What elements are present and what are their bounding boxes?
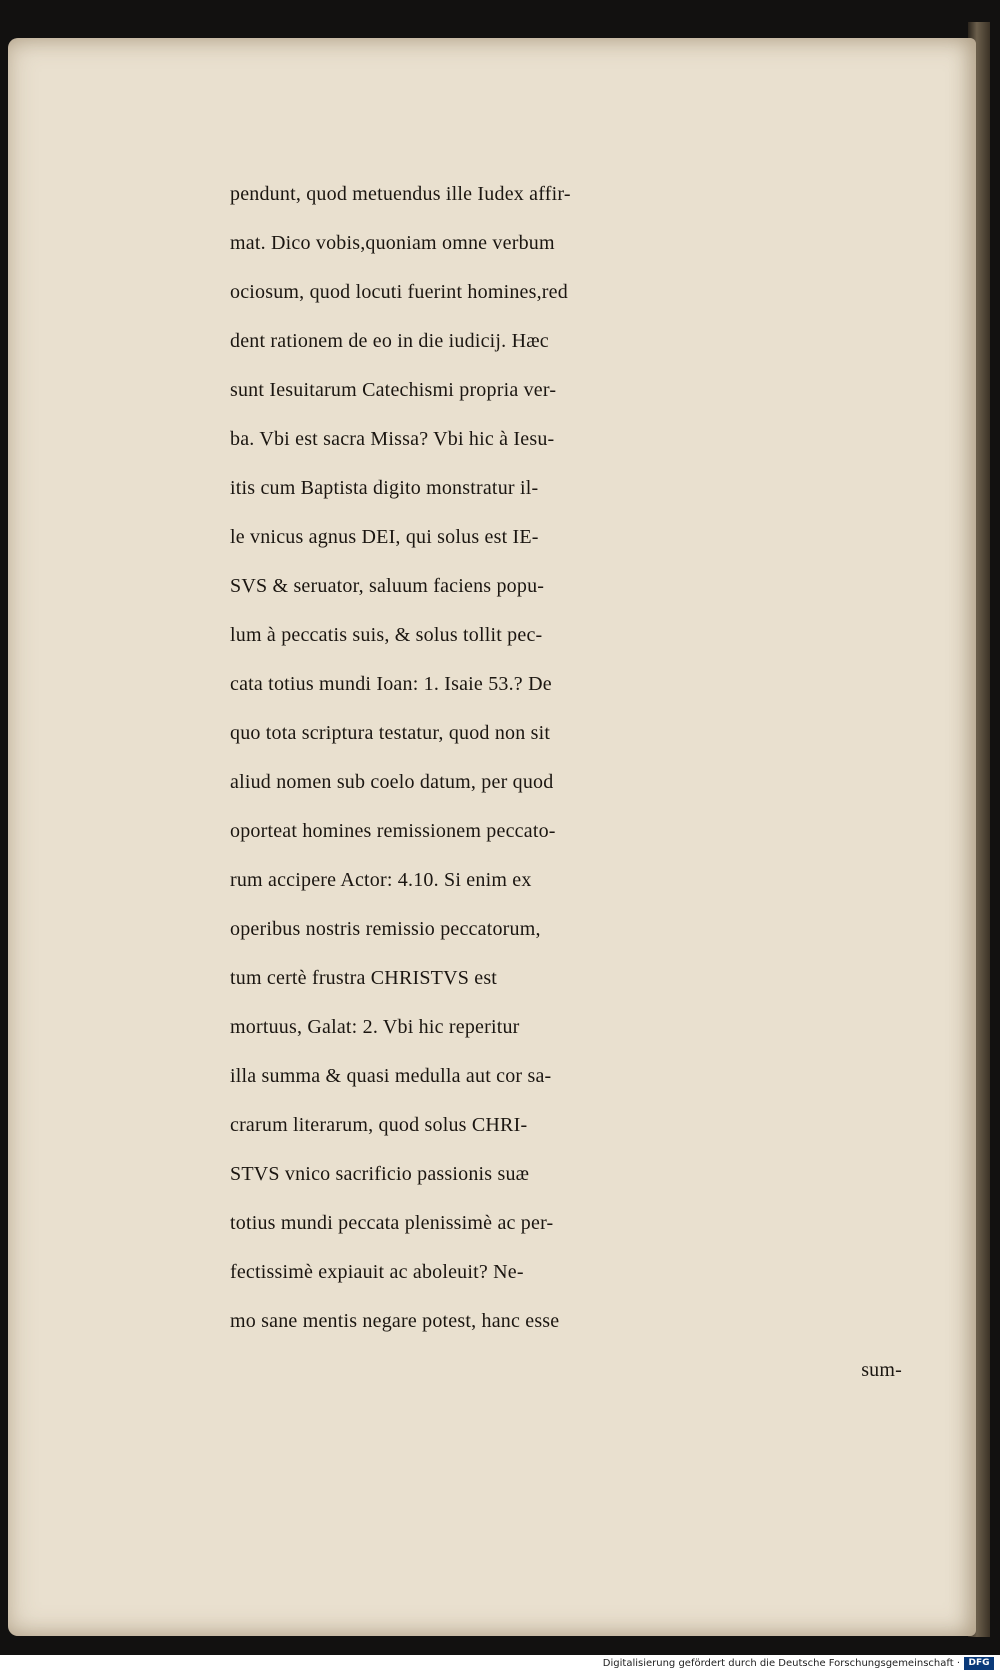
page-text-block: [230, 170, 930, 1395]
funding-credit: Digitalisierung gefördert durch die Deutsche Forschungsgemeinschaft ·: [602, 1658, 960, 1669]
text-line: lum à peccatis suis, & solus tollit pec-: [230, 624, 543, 646]
text-line: mo sane mentis negare potest, hanc esse: [230, 1310, 560, 1332]
text-line: fectissimè expiauit ac aboleuit? Ne-: [230, 1261, 524, 1283]
text-line: sunt Iesuitarum Catechismi propria ver-: [230, 379, 557, 401]
text-line: pendunt, quod metuendus ille Iudex affir-: [230, 183, 571, 205]
catchword: sum-: [861, 1359, 902, 1381]
text-line: tum certè frustra CHRISTVS est: [230, 967, 498, 989]
text-line: dent rationem de eo in die iudicij. Hæc: [230, 330, 549, 352]
text-line: totius mundi peccata plenissimè ac per-: [230, 1212, 554, 1234]
text-line: oporteat homines remissionem peccato-: [230, 820, 556, 842]
text-line: itis cum Baptista digito monstratur il-: [230, 477, 539, 499]
text-line: aliud nomen sub coelo datum, per quod: [230, 771, 554, 793]
text-line: ociosum, quod locuti fuerint homines,red: [230, 281, 568, 303]
text-line: rum accipere Actor: 4.10. Si enim ex: [230, 869, 532, 891]
text-line: illa summa & quasi medulla aut cor sa-: [230, 1065, 552, 1087]
text-line: operibus nostris remissio peccatorum,: [230, 918, 541, 940]
text-line: mat. Dico vobis,quoniam omne verbum: [230, 232, 555, 254]
text-line: ba. Vbi est sacra Missa? Vbi hic à Iesu-: [230, 428, 555, 450]
text-line: crarum literarum, quod solus CHRI-: [230, 1114, 528, 1136]
dfg-logo: DFG: [964, 1657, 994, 1670]
text-line: mortuus, Galat: 2. Vbi hic reperitur: [230, 1016, 520, 1038]
text-line: cata totius mundi Ioan: 1. Isaie 53.? De: [230, 673, 552, 695]
text-line: SVS & seruator, saluum faciens popu-: [230, 575, 545, 597]
text-line: le vnicus agnus DEI, qui solus est IE-: [230, 526, 539, 548]
book-page: [8, 38, 976, 1636]
text-line: quo tota scriptura testatur, quod non sit: [230, 722, 551, 744]
text-line: STVS vnico sacrificio passionis suæ: [230, 1163, 530, 1185]
